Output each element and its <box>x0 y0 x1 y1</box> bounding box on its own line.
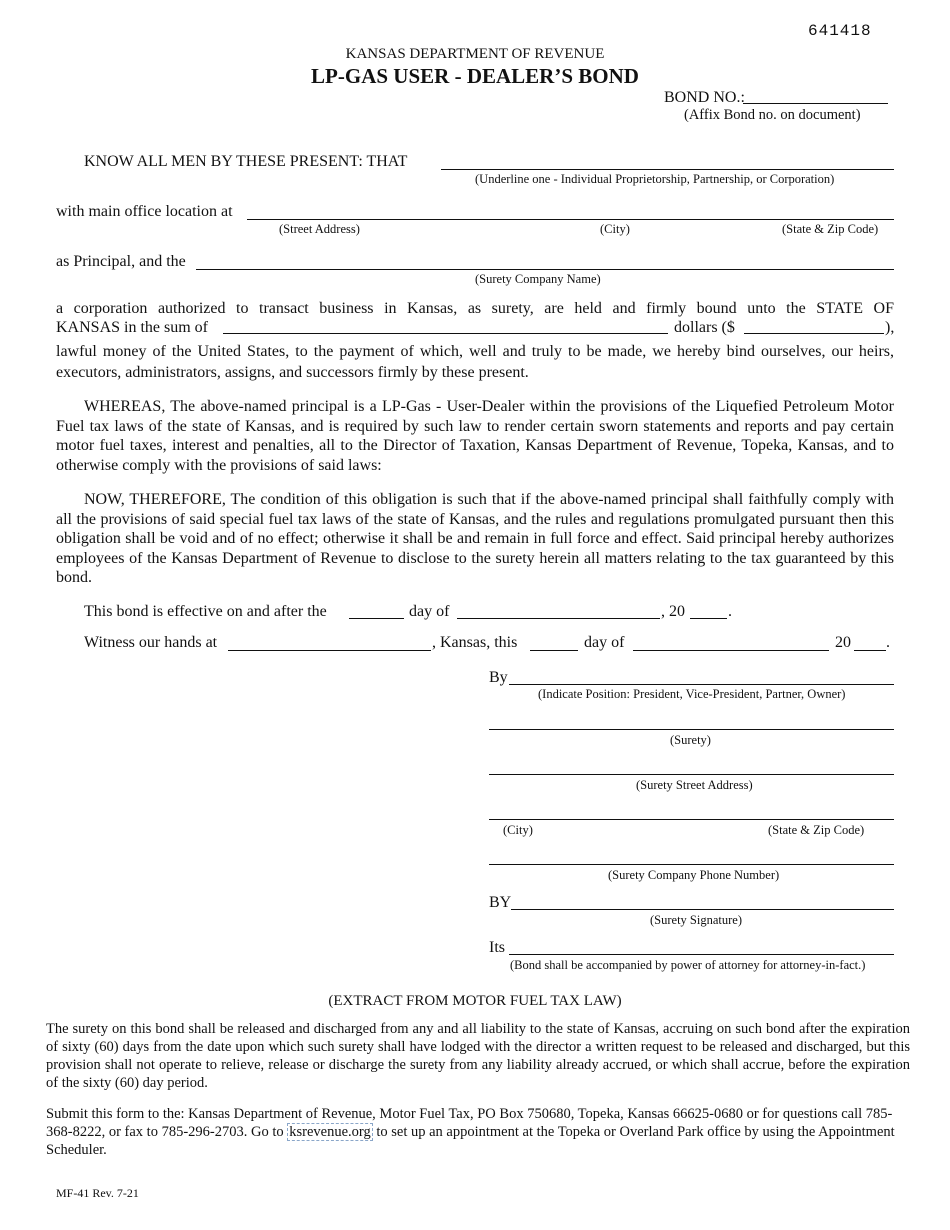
whereas-paragraph: WHEREAS, The above-named principal is a LP-Gas - User-Dealer within the provisions of the Liquefied Petroleum Motor Fuel tax laws of the state of Kansas, and is required by such law to render certain sworn statements and reports and pay certain motor fuel taxes, interest and penalties, all to the Director of Taxation, Kansas Department of Revenue, Topeka, Kansas, and to otherwise comply with the provisions of said laws: <box>56 398 894 474</box>
witness-year-field[interactable] <box>854 650 886 651</box>
witness-kansas-this: , Kansas, this <box>432 634 518 651</box>
effective-day-field[interactable] <box>349 618 404 619</box>
effective-prefix: This bond is effective on and after the <box>84 603 327 620</box>
surety-signature-field[interactable] <box>511 909 894 910</box>
its-label: Its <box>489 939 505 956</box>
state-zip-hint: (State & Zip Code) <box>782 222 879 236</box>
surety-company-field[interactable] <box>196 269 894 270</box>
sum-in-words-field[interactable] <box>223 333 668 334</box>
effective-month-field[interactable] <box>457 618 660 619</box>
surety-state-zip-hint: (State & Zip Code) <box>768 823 865 837</box>
form-id-number: 641418 <box>808 22 872 40</box>
submit-text-after: to set up an appointment at the Topeka or Overland Park office by using the Appointment Scheduler. <box>46 1124 895 1158</box>
ksrevenue-link[interactable]: ksrevenue.org <box>289 1124 371 1140</box>
by2-label: BY <box>489 894 512 911</box>
corp-line-1: a corporation authorized to transact business in Kansas, as surety, are held and firmly bound unto the STATE OF <box>56 300 894 317</box>
dollars-label: dollars ($ <box>674 319 735 336</box>
bond-no-field[interactable] <box>743 103 888 104</box>
street-address-hint: (Street Address) <box>279 222 360 236</box>
surety-street-field[interactable] <box>489 774 894 775</box>
witness-day-of: day of <box>584 634 625 651</box>
witness-year-prefix: 20 <box>835 634 851 651</box>
effective-day-of: day of <box>409 603 450 620</box>
city-hint: (City) <box>600 222 630 236</box>
witness-prefix: Witness our hands at <box>84 634 218 651</box>
main-office-label: with main office location at <box>56 203 233 220</box>
dollars-close: ), <box>885 319 895 336</box>
witness-location-field[interactable] <box>228 650 431 651</box>
extract-heading: (EXTRACT FROM MOTOR FUEL TAX LAW) <box>328 993 622 1009</box>
witness-month-field[interactable] <box>633 650 829 651</box>
page-title: LP-GAS USER - DEALER’S BOND <box>311 64 639 88</box>
surety-hint: (Surety) <box>670 733 711 747</box>
witness-end: . <box>886 634 890 651</box>
submit-text-before: Submit this form to the: Kansas Department of Revenue, Motor Fuel Tax, PO Box 750680, Topeka, Kansas 66625-0680 or for questions call 785-368-8222, or fax to 785-296-2703. Go to <box>46 1106 893 1140</box>
submit-instructions <box>46 1105 910 1159</box>
surety-phone-field[interactable] <box>489 864 894 865</box>
know-all-label: KNOW ALL MEN BY THESE PRESENT: THAT <box>84 153 408 170</box>
department-name: KANSAS DEPARTMENT OF REVENUE <box>345 46 605 62</box>
witness-day-field[interactable] <box>530 650 578 651</box>
surety-field[interactable] <box>489 729 894 730</box>
poa-hint: (Bond shall be accompanied by power of attorney for attorney-in-fact.) <box>510 958 866 972</box>
bond-no-hint: (Affix Bond no. on document) <box>684 107 861 123</box>
form-revision: MF-41 Rev. 7-21 <box>56 1186 139 1200</box>
effective-end: . <box>728 603 732 620</box>
effective-year-field[interactable] <box>690 618 727 619</box>
principal-name-field[interactable] <box>441 169 894 170</box>
main-office-address-field[interactable] <box>247 219 894 220</box>
surety-company-hint: (Surety Company Name) <box>475 272 601 286</box>
principal-signature-field[interactable] <box>509 684 894 685</box>
extract-text: The surety on this bond shall be released and discharged from any and all liability to the state of Kansas, accruing on such bond after the expiration of sixty (60) days from the date upon which such surety shall have lodged with the director a written request to be released and discharged, but this provision shall not operate to relieve, release or discharge the surety from any liability already accrued, or which shall accrue, before the expiration of the sixty (60) day period. <box>46 1021 910 1091</box>
surety-phone-hint: (Surety Company Phone Number) <box>608 868 780 882</box>
dollar-amount-field[interactable] <box>744 333 884 334</box>
corp-paragraph-rest: lawful money of the United States, to the payment of which, well and truly to be made, we hereby bind ourselves, our heirs, executors, administrators, assigns, and successors firmly by these present. <box>56 343 894 381</box>
surety-city-state-field[interactable] <box>489 819 894 820</box>
entity-type-hint: (Underline one - Individual Proprietorship, Partnership, or Corporation) <box>475 172 835 186</box>
surety-city-hint: (City) <box>503 823 533 837</box>
bond-no-label: BOND NO.: <box>664 89 745 106</box>
surety-signature-hint: (Surety Signature) <box>650 913 742 927</box>
as-principal-label: as Principal, and the <box>56 253 186 270</box>
surety-street-hint: (Surety Street Address) <box>636 778 753 792</box>
corp-sum-label: KANSAS in the sum of <box>56 319 209 336</box>
effective-year-prefix: , 20 <box>661 603 685 620</box>
its-title-field[interactable] <box>509 954 894 955</box>
now-therefore-paragraph: NOW, THEREFORE, The condition of this obligation is such that if the above-named principal shall faithfully comply with all the provisions of said special fuel tax laws of the state of Kansas, and the rules and regulations promulgated pursuant then this obligation shall be void and of no effect; otherwise it shall be and remain in full force and effect. Said principal hereby authorizes employees of the Kansas Department of Revenue to disclose to the surety herein all matters relating to the tax guaranteed by this bond. <box>56 491 894 586</box>
by-label: By <box>489 669 508 686</box>
position-hint: (Indicate Position: President, Vice-President, Partner, Owner) <box>538 687 846 701</box>
